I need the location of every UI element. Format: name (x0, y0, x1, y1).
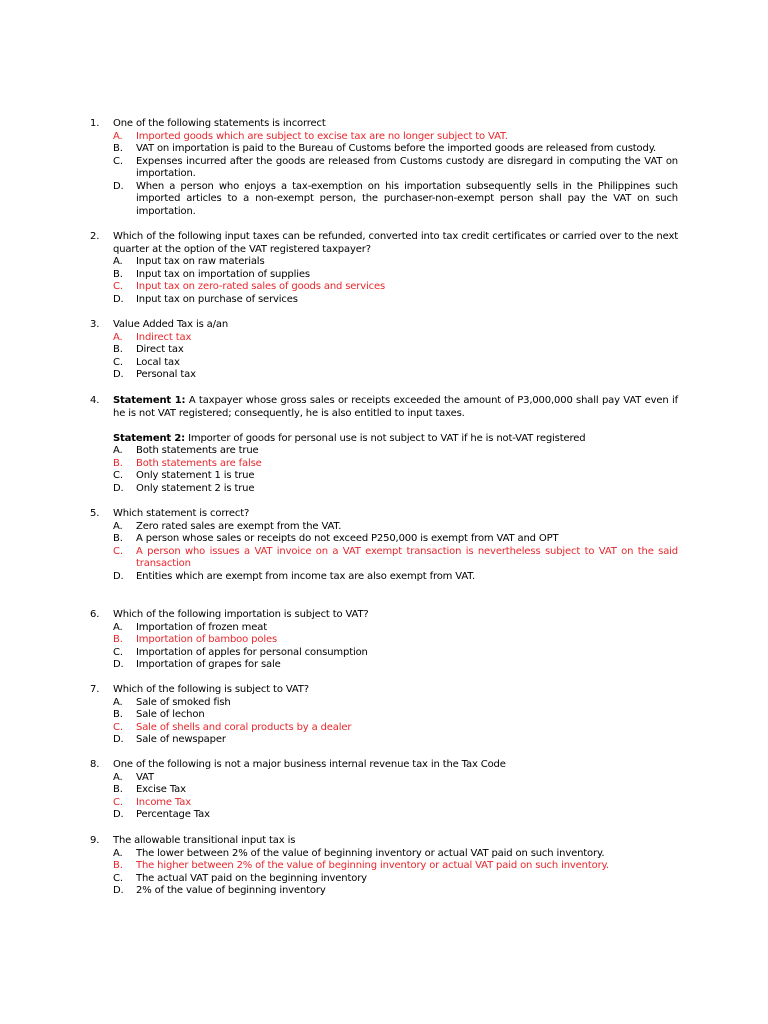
option-c (0, 797, 768, 810)
option-text: Importation of frozen meat (136, 621, 267, 633)
options-list (0, 772, 768, 822)
option-a (0, 256, 768, 269)
option-text: Sale of lechon (136, 709, 205, 720)
question-number: 9. (90, 835, 100, 846)
option-text: Entities which are exempt from income tax are also exempt from VAT. (136, 570, 476, 582)
question-number: 1. (90, 118, 100, 129)
option-c (0, 647, 768, 660)
option-letter: B. (113, 709, 123, 720)
option-b (0, 269, 768, 282)
question-text: The allowable transitional input tax is (113, 835, 296, 846)
option-letter: D. (113, 180, 124, 192)
option-text: VAT (136, 771, 154, 783)
statement-1-text: A taxpayer whose gross sales or receipts exceeded the amount of P3,000,000 shall pay VAT even if he is not VAT registered; consequently, he is also entitled to input taxes. (113, 395, 678, 419)
question-number: 8. (90, 759, 100, 770)
option-a (0, 622, 768, 635)
option-c (0, 357, 768, 370)
option-letter: C. (113, 796, 123, 808)
option-d (0, 294, 768, 307)
option-c (0, 281, 768, 294)
option-text: Expenses incurred after the goods are released from Customs custody are disregard in computing the VAT on importation. (136, 155, 678, 179)
question-8 (0, 759, 768, 822)
option-text: Imported goods which are subject to excise tax are no longer subject to VAT. (136, 130, 508, 142)
option-letter: A. (113, 256, 123, 267)
option-letter: D. (113, 659, 124, 670)
options-list (0, 131, 768, 219)
option-text: A person who issues a VAT invoice on a VAT exempt transaction is nevertheless subject to VAT on the said transaction (136, 545, 678, 569)
question-number: 5. (90, 508, 100, 519)
option-letter: D. (113, 293, 124, 305)
option-text: Direct tax (136, 344, 184, 355)
question-text: Which of the following is subject to VAT? (113, 684, 309, 695)
option-letter: B. (113, 344, 123, 355)
question-3 (0, 319, 768, 382)
option-d (0, 369, 768, 382)
option-letter: A. (113, 847, 123, 859)
option-a (0, 521, 768, 534)
statement-2-label: Statement 2: (113, 432, 186, 444)
option-d (0, 181, 768, 219)
option-text: Sale of shells and coral products by a dealer (136, 721, 352, 733)
option-b (0, 784, 768, 797)
option-d (0, 483, 768, 496)
option-letter: C. (113, 721, 123, 733)
options-list (0, 622, 768, 672)
option-b (0, 344, 768, 357)
question-2 (0, 231, 768, 306)
question-1 (0, 118, 768, 218)
options-list (0, 332, 768, 382)
option-a (0, 848, 768, 861)
options-list (0, 848, 768, 898)
option-text: Input tax on raw materials (136, 256, 265, 267)
question-5 (0, 508, 768, 583)
option-letter: A. (113, 331, 123, 343)
option-text: 2% of the value of beginning inventory (136, 885, 326, 896)
option-b (0, 709, 768, 722)
option-letter: D. (113, 734, 124, 745)
option-d (0, 885, 768, 898)
option-letter: D. (113, 570, 124, 582)
option-letter: D. (113, 369, 124, 380)
option-letter: B. (113, 457, 123, 469)
option-a (0, 332, 768, 345)
option-text: Indirect tax (136, 331, 192, 343)
option-letter: B. (113, 533, 123, 544)
question-number: 3. (90, 319, 100, 330)
option-a (0, 772, 768, 785)
option-text: Both statements are true (136, 445, 259, 456)
option-b (0, 860, 768, 873)
option-letter: C. (113, 646, 123, 658)
option-text: When a person who enjoys a tax-exemption on his importation subsequently sells in the Philippines such imported articles to a non-exempt person, the purchaser-non-exempt person shall pay the VAT on such importation. (136, 180, 678, 217)
option-text: Importation of grapes for sale (136, 659, 281, 670)
option-text: Personal tax (136, 369, 196, 380)
option-b (0, 143, 768, 156)
option-d (0, 734, 768, 747)
question-number: 7. (90, 684, 100, 695)
option-letter: B. (113, 784, 123, 795)
question-text: One of the following statements is incorrect (113, 118, 326, 129)
option-letter: A. (113, 696, 123, 708)
option-text: Zero rated sales are exempt from the VAT. (136, 520, 342, 532)
question-9 (0, 835, 768, 898)
option-text: The higher between 2% of the value of beginning inventory or actual VAT paid on such inventory. (136, 860, 609, 871)
question-7 (0, 684, 768, 747)
option-letter: C. (113, 155, 123, 167)
option-text: Income Tax (136, 796, 191, 808)
statement-1 (113, 395, 678, 420)
option-letter: C. (113, 470, 123, 481)
option-text: Only statement 1 is true (136, 470, 255, 481)
option-letter: D. (113, 482, 124, 494)
question-text: Which of the following input taxes can be refunded, converted into tax credit certificates or carried over to the next quarter at the option of the VAT registered taxpayer? (113, 231, 678, 255)
statement-1-label: Statement 1: (113, 395, 186, 406)
option-text: Input tax on purchase of services (136, 293, 298, 305)
option-c (0, 546, 768, 571)
question-text: Which of the following importation is subject to VAT? (113, 609, 369, 620)
option-d (0, 571, 768, 584)
option-letter: B. (113, 634, 123, 645)
option-text: The actual VAT paid on the beginning inventory (136, 872, 367, 884)
question-number: 2. (90, 231, 100, 242)
statement-2-text: Importer of goods for personal use is not subject to VAT if he is not-VAT registered (185, 432, 586, 444)
question-6 (0, 609, 768, 672)
option-letter: C. (113, 281, 123, 292)
options-list (0, 697, 768, 747)
option-text: The lower between 2% of the value of beginning inventory or actual VAT paid on such inventory. (136, 847, 605, 859)
question-text: One of the following is not a major business internal revenue tax in the Tax Code (113, 759, 506, 770)
option-c (0, 470, 768, 483)
option-letter: A. (113, 621, 123, 633)
option-letter: C. (113, 872, 123, 884)
option-letter: D. (113, 809, 124, 820)
option-letter: C. (113, 356, 123, 368)
option-letter: B. (113, 143, 123, 154)
options-list (0, 521, 768, 584)
option-text: Both statements are false (136, 457, 262, 469)
option-letter: C. (113, 545, 123, 557)
option-c (0, 873, 768, 886)
option-text: VAT on importation is paid to the Bureau of Customs before the imported goods are released from custody. (136, 143, 657, 154)
option-c (0, 722, 768, 735)
options-list (0, 445, 768, 495)
option-letter: A. (113, 520, 123, 532)
option-a (0, 131, 768, 144)
option-d (0, 659, 768, 672)
option-letter: A. (113, 445, 123, 456)
option-text: Percentage Tax (136, 809, 210, 820)
option-b (0, 458, 768, 471)
question-text: Value Added Tax is a/an (113, 319, 229, 330)
option-c (0, 156, 768, 181)
option-letter: B. (113, 268, 123, 280)
option-text: Importation of bamboo poles (136, 634, 278, 645)
question-number: 6. (90, 609, 100, 620)
option-letter: A. (113, 130, 123, 142)
option-b (0, 533, 768, 546)
question-text: Which statement is correct? (113, 508, 250, 519)
option-text: Sale of smoked fish (136, 696, 231, 708)
option-text: Local tax (136, 356, 180, 368)
option-letter: B. (113, 860, 123, 871)
option-letter: D. (113, 885, 124, 896)
option-text: Only statement 2 is true (136, 482, 255, 494)
option-text: Input tax on zero-rated sales of goods and services (136, 281, 386, 292)
option-text: A person whose sales or receipts do not exceed P250,000 is exempt from VAT and OPT (136, 533, 559, 544)
option-text: Input tax on importation of supplies (136, 268, 310, 280)
option-a (0, 445, 768, 458)
option-b (0, 634, 768, 647)
question-4 (0, 395, 768, 495)
question-number: 4. (90, 395, 100, 406)
option-text: Importation of apples for personal consumption (136, 646, 368, 658)
option-text: Excise Tax (136, 784, 186, 795)
option-letter: A. (113, 771, 123, 783)
option-text: Sale of newspaper (136, 734, 226, 745)
option-a (0, 697, 768, 710)
statement-2 (113, 433, 678, 446)
option-d (0, 809, 768, 822)
options-list (0, 256, 768, 306)
